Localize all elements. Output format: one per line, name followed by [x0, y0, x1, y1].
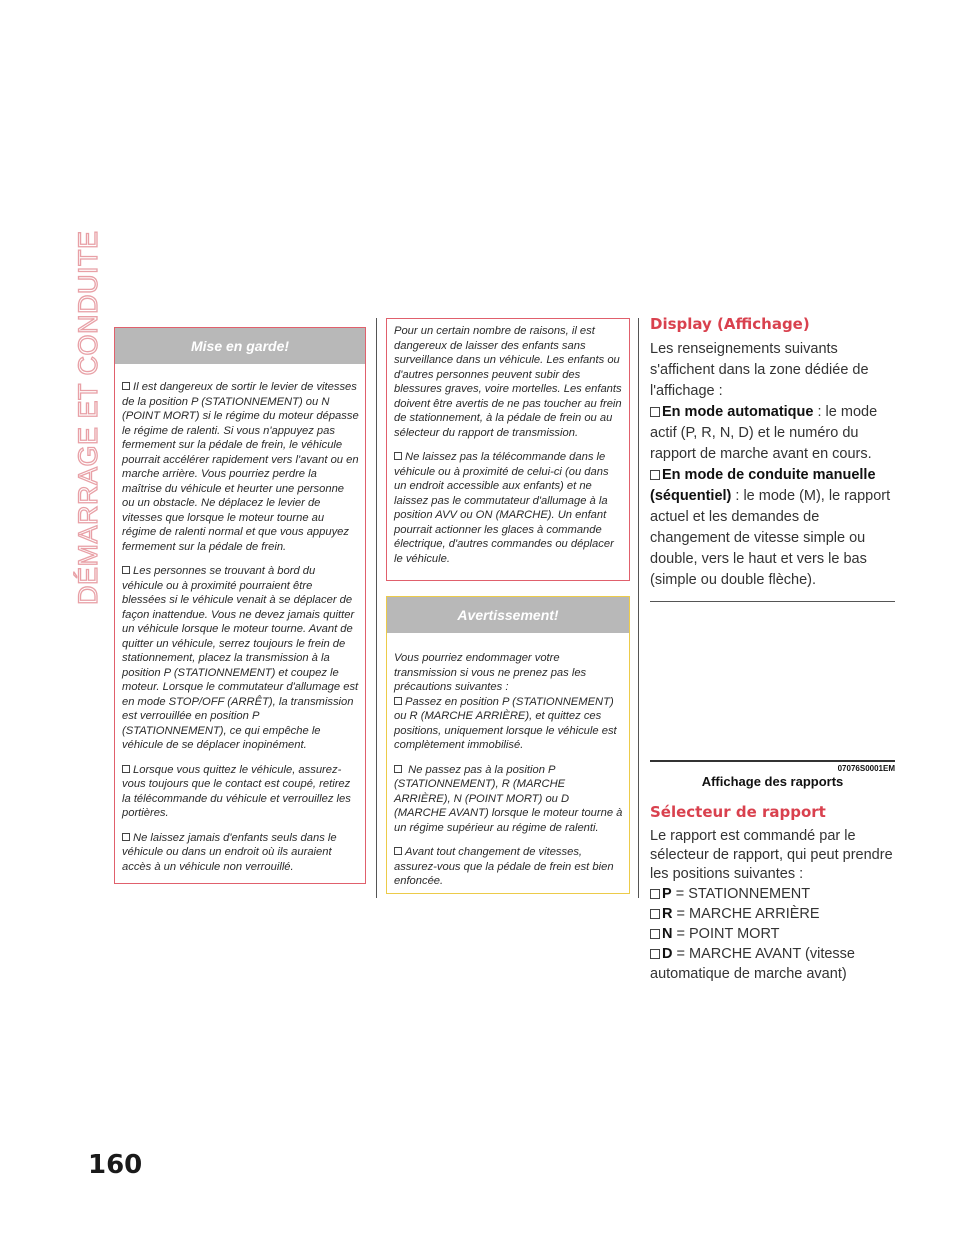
display-item-manual: En mode de conduite manuelle (séquentiel) : le mode (M), le rapport actuel et les demandes de changement de vitesse simple ou double, vers le haut et vers le bas (simple ou double flèche). [650, 467, 891, 588]
figure-area [650, 602, 895, 760]
display-intro: Les renseignements suivants s'affichent dans la zone dédiée de l'affichage : [650, 341, 869, 399]
display-item-automatic: En mode automatique : le mode actif (P, R, N, D) et le numéro du rapport de marche avant en cours. [650, 404, 878, 462]
caution-item: Passez en position P (STATIONNEMENT) ou R (MARCHE ARRIÈRE), et quittez ces positions, uniquement lorsque le véhicule est complètement immobilisé. [394, 695, 617, 751]
checkbox-bullet-icon [650, 407, 660, 417]
warning-box [114, 327, 366, 884]
selector-intro: Le rapport est commandé par le sélecteur de rapport, qui peut prendre les positions suivantes : [650, 828, 893, 882]
caution-item: Avant tout changement de vitesses, assurez-vous que la pédale de frein est bien enfoncée. [394, 846, 614, 887]
checkbox-bullet-icon [394, 452, 402, 460]
warning-box-continued [386, 318, 630, 581]
caution-intro: Vous pourriez endommager votre transmission si vous ne prenez pas les précautions suivantes : [394, 652, 587, 693]
checkbox-bullet-icon [122, 382, 130, 390]
warning-paragraph: Pour un certain nombre de raisons, il est dangereux de laisser des enfants sans surveillance dans un véhicule. Les enfants ou d'autres personnes peuvent subir des blessures graves, voire mortelles. Les enfants doivent être avertis de ne pas toucher au frein de stationnement, à la pédale de frein ou au sélecteur du rapport de transmission. [394, 325, 622, 439]
checkbox-bullet-icon [650, 949, 660, 959]
column-divider-2 [638, 318, 639, 898]
warning-paragraph: Il est dangereux de sortir le levier de vitesses de la position P (STATIONNEMENT) ou N (POINT MORT) si le régime du moteur dépasse le régime de ralenti. Si vous n'appuyez pas fermement sur la pédale de frein, le véhicule pourrait accélérer rapidement vers l'avant ou en marche arrière. Vous pourriez perdre la maîtrise du véhicule et heurter une personne ou un obstacle. Ne déplacez le levier de vitesses que lorsque le moteur tourne au régime de ralenti normal et que vous appuyez fermement sur la pédale de frein. [122, 381, 359, 553]
chapter-side-title: DÉMARRAGE ET CONDUITE [73, 230, 103, 605]
gear-position-item: P = STATIONNEMENT [650, 884, 895, 904]
warning-paragraph: Les personnes se trouvant à bord du véhicule ou à proximité pourraient être blessées si le véhicule venait à se déplacer de façon inattendue. Vous ne devez jamais quitter un véhicule lorsque le moteur tourne. Avant de quitter un véhicule, serrez toujours le frein de stationnement, placez la transmission à la position P (STATIONNEMENT) et coupez le moteur. Lorsque le commutateur d'allumage est en mode STOP/OFF (ARRÊT), la transmission est verrouillée en position P (STATIONNEMENT), ce qui empêche le véhicule de se déplacer inopinément. [122, 565, 359, 751]
checkbox-bullet-icon [394, 765, 402, 773]
caution-box-body [387, 633, 629, 897]
warning-paragraph: Ne laissez pas la télécommande dans le véhicule ou à proximité de celui-ci (ou dans un endroit accessible aux enfants) et ne laissez pas le commutateur d'allumage à la position AVV ou ON (MARCHE). Un enfant pourrait actionner les glaces à commande électrique, d'autres commandes ou déplacer le véhicule. [394, 451, 614, 565]
checkbox-bullet-icon [650, 929, 660, 939]
warning-paragraph: Ne laissez jamais d'enfants seuls dans le véhicule ou dans un endroit où ils auraient accès à un véhicule non verrouillé. [122, 831, 337, 873]
figure-code: 07076S0001EM [650, 760, 895, 773]
warning-box-continued-body [387, 319, 629, 574]
caution-item: Ne passez pas à la position P (STATIONNEMENT), R (MARCHE ARRIÈRE), N (POINT MORT) ou D (MARCHE AVANT) lorsque le moteur tourne à un régime supérieur au régime de ralenti. [394, 763, 623, 834]
column-divider-1 [376, 318, 377, 898]
display-heading: Display (Affichage) [650, 315, 810, 333]
checkbox-bullet-icon [394, 847, 402, 855]
gear-position-item: N = POINT MORT [650, 924, 895, 944]
warning-paragraph: Lorsque vous quittez le véhicule, assurez-vous toujours que le contact est coupé, retirez la télécommande du véhicule et verrouillez les portières. [122, 763, 351, 819]
checkbox-bullet-icon [650, 909, 660, 919]
warning-box-body [115, 364, 365, 882]
page-number: 160 [88, 1150, 143, 1180]
checkbox-bullet-icon [650, 889, 660, 899]
figure-caption: Affichage des rapports [701, 774, 844, 789]
warning-box-title: Mise en garde! [115, 328, 365, 364]
gear-position-item: R = MARCHE ARRIÈRE [650, 904, 895, 924]
right-column [650, 315, 895, 984]
caution-box-title: Avertissement! [387, 597, 629, 633]
checkbox-bullet-icon [394, 697, 402, 705]
selector-heading: Sélecteur de rapport [650, 803, 826, 821]
checkbox-bullet-icon [122, 566, 130, 574]
caution-box [386, 596, 630, 894]
gear-position-item: D = MARCHE AVANT (vitesse automatique de marche avant) [650, 946, 855, 982]
checkbox-bullet-icon [650, 470, 660, 480]
checkbox-bullet-icon [122, 765, 130, 773]
checkbox-bullet-icon [122, 833, 130, 841]
